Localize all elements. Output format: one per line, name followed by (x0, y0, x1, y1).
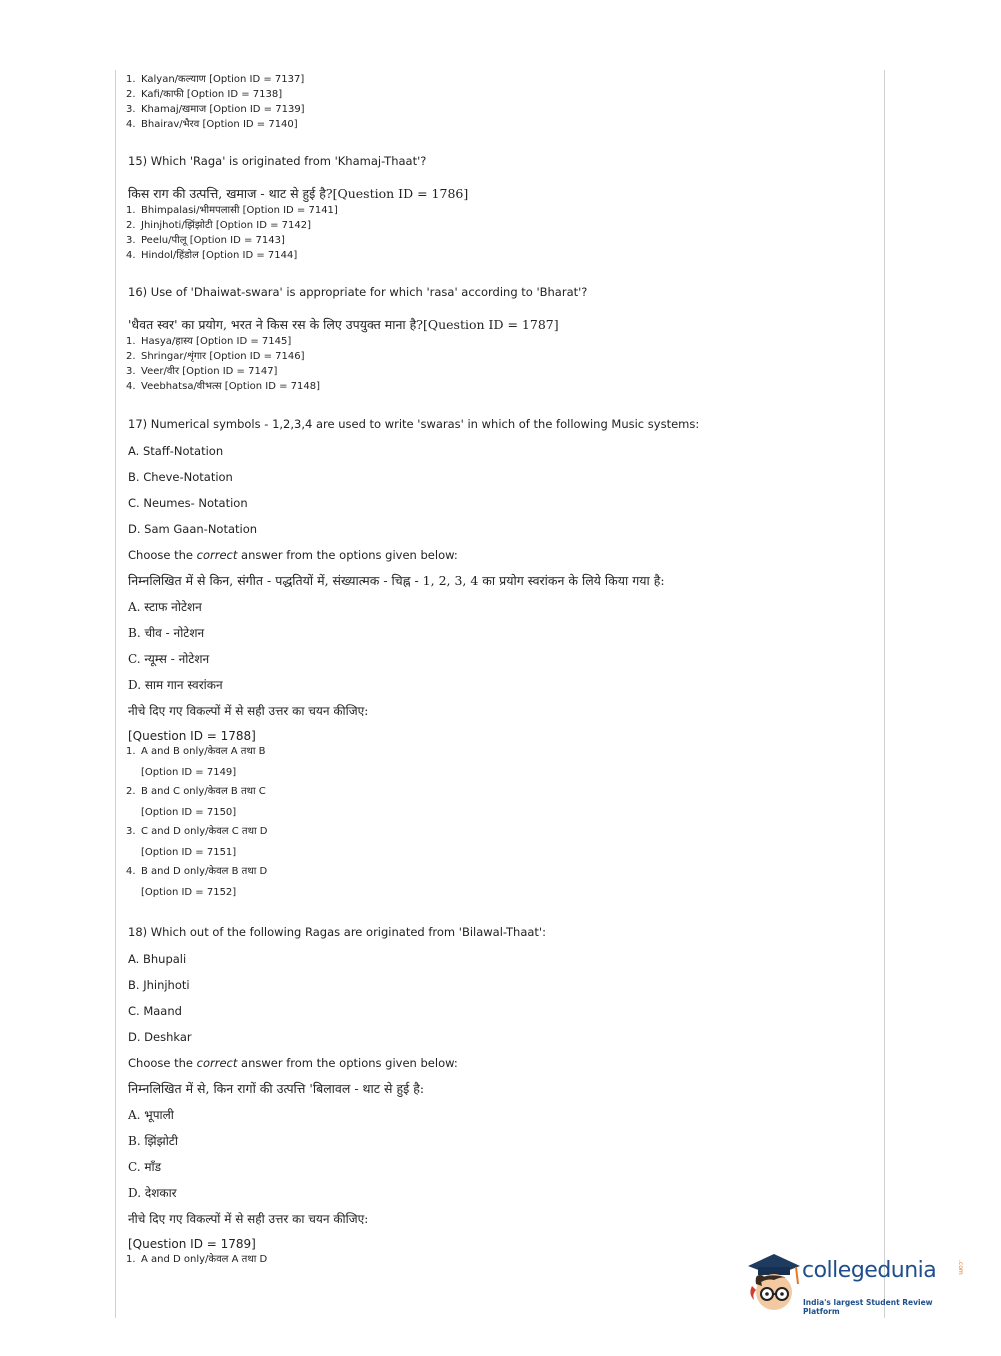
logo-wordmark: collegedunia (802, 1258, 937, 1283)
option-id: [Option ID = 7149] (141, 767, 237, 778)
option-item: 3. Veer/वीर [Option ID = 7147] (126, 366, 278, 377)
q17-hindi-item-b: B. चीव - नोटेशन (128, 626, 205, 640)
q18-question-id: [Question ID = 1789] (128, 1237, 256, 1251)
option-id: [Option ID = 7150] (141, 807, 237, 818)
q16-hindi: 'धैवत स्वर' का प्रयोग, भरत ने किस रस के लिए उपयुक्त माना है?[Question ID = 1787] (128, 317, 559, 332)
option-item: 3. C and D only/केवल C तथा D [Option ID = 7151] (126, 824, 876, 864)
logo-tagline: India's largest Student Review Platform (803, 1298, 933, 1316)
option-item: 2. B and C only/केवल B तथा C [Option ID = 7150] (126, 784, 876, 824)
option-id: [Option ID = 7151] (141, 847, 237, 858)
q18-item-c: C. Maand (128, 1004, 182, 1018)
q17-hindi-item-a: A. स्टाफ नोटेशन (128, 600, 202, 614)
q17-choose-text: Choose the correct answer from the options given below: (128, 548, 458, 562)
q15-options (126, 203, 876, 263)
mascot-icon (744, 1250, 804, 1316)
q16-heading: 16) Use of 'Dhaiwat-swara' is appropriate for which 'rasa' according to 'Bharat'? (128, 285, 588, 299)
option-item: 4. Bhairav/भैरव [Option ID = 7140] (126, 119, 298, 130)
q17-question-id: [Question ID = 1788] (128, 729, 256, 743)
q15-hindi: किस राग की उत्पत्ति, खमाज - थाट से हुई है?[Question ID = 1786] (128, 186, 469, 201)
option-item: 1. A and B only/केवल A तथा B [Option ID = 7149] (126, 744, 876, 784)
q17-hindi-item-d: D. साम गान स्वरांकन (128, 678, 223, 692)
q18-item-d: D. Deshkar (128, 1030, 192, 1044)
q18-hindi: निम्नलिखित में से, किन रागों की उत्पत्ति 'बिलावल - थाट से हुई है: (128, 1081, 425, 1096)
q18-hindi-item-c: C. माँड (128, 1160, 162, 1174)
q17-item-c: C. Neumes- Notation (128, 496, 248, 510)
q18-item-b: B. Jhinjhoti (128, 978, 190, 992)
q17-heading: 17) Numerical symbols - 1,2,3,4 are used to write 'swaras' in which of the following Music systems: (128, 417, 700, 431)
q15-heading: 15) Which 'Raga' is originated from 'Khamaj-Thaat'? (128, 154, 427, 168)
option-item: 1. A and D only/केवल A तथा D (126, 1254, 268, 1265)
q17-item-a: A. Staff-Notation (128, 444, 224, 458)
q18-hindi-item-d: D. देशकार (128, 1186, 177, 1200)
option-item: 2. Shringar/शृंगार [Option ID = 7146] (126, 351, 305, 362)
q17-hindi-item-c: C. न्यूम्स - नोटेशन (128, 652, 210, 666)
option-item: 4. Veebhatsa/वीभत्स [Option ID = 7148] (126, 381, 320, 392)
option-id: [Option ID = 7152] (141, 887, 237, 898)
q17-hindi-choose: नीचे दिए गए विकल्पों में से सही उत्तर का चयन कीजिए: (128, 704, 369, 718)
q18-hindi-item-b: B. झिंझोटी (128, 1134, 178, 1148)
q17-options (126, 744, 876, 904)
q18-hindi-choose: नीचे दिए गए विकल्पों में से सही उत्तर का चयन कीजिए: (128, 1212, 369, 1226)
q18-choose-text: Choose the correct answer from the options given below: (128, 1056, 458, 1070)
option-item: 2. Kafi/काफी [Option ID = 7138] (126, 89, 283, 100)
document-content (126, 72, 876, 1267)
option-item: 3. Peelu/पीलू [Option ID = 7143] (126, 235, 285, 246)
q16-options (126, 334, 876, 394)
option-item: 1. Hasya/हास्य [Option ID = 7145] (126, 336, 292, 347)
q14-options (126, 72, 876, 132)
q17-item-d: D. Sam Gaan-Notation (128, 522, 258, 536)
option-item: 1. Bhimpalasi/भीमपलासी [Option ID = 7141] (126, 205, 338, 216)
option-item: 4. Hindol/हिंडोल [Option ID = 7144] (126, 250, 298, 261)
q18-item-a: A. Bhupali (128, 952, 187, 966)
page-border-right (884, 70, 885, 1318)
option-item: 2. Jhinjhoti/झिंझोटी [Option ID = 7142] (126, 220, 312, 231)
q18-hindi-item-a: A. भूपाली (128, 1108, 174, 1122)
q18-heading: 18) Which out of the following Ragas are originated from 'Bilawal-Thaat': (128, 925, 546, 939)
page-border-left (115, 70, 116, 1318)
logo-com: .com (957, 1260, 964, 1275)
option-item: 3. Khamaj/खमाज [Option ID = 7139] (126, 104, 305, 115)
q17-hindi: निम्नलिखित में से किन, संगीत - पद्धतियों में, संख्यात्मक - चिह्न - 1, 2, 3, 4 का प्रयोग स्वरांकन के लिये किया गया है: (128, 573, 665, 588)
option-item: 4. B and D only/केवल B तथा D [Option ID = 7152] (126, 864, 876, 904)
option-item: 1. Kalyan/कल्याण [Option ID = 7137] (126, 74, 305, 85)
collegedunia-logo[interactable] (744, 1250, 966, 1318)
q17-item-b: B. Cheve-Notation (128, 470, 233, 484)
